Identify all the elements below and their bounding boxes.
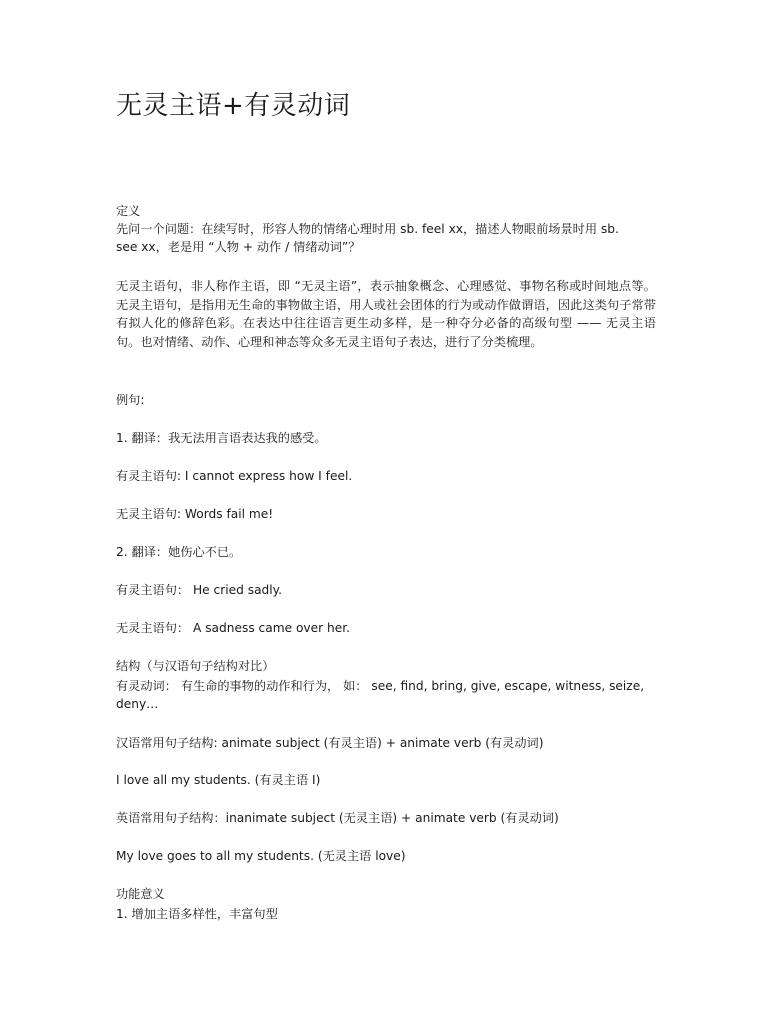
structure-heading: 结构（与汉语句子结构对比） — [116, 659, 275, 673]
example-2-animate-sentence: 有灵主语句： He cried sadly. — [116, 583, 283, 597]
english-example: My love goes to all my students. (无灵主语 love) — [116, 849, 406, 863]
examples-heading: 例句: — [116, 393, 145, 407]
example-1-inanimate-sentence: 无灵主语句: Words fail me! — [116, 507, 274, 521]
structure-verbs-line-2: deny… — [116, 697, 159, 711]
function-heading: 功能意义 — [116, 887, 165, 901]
page-title: 无灵主语+有灵动词 — [116, 91, 351, 121]
definition-question-line-1: 先问一个问题：在续写时，形容人物的情绪心理时用 sb. feel xx，描述人物眼前场景时用 sb. — [116, 222, 619, 236]
function-item-1: 1. 增加主语多样性，丰富句型 — [116, 907, 278, 921]
definition-question-line-2: see xx，老是用 “人物 + 动作 / 情绪动词”？ — [116, 240, 361, 254]
example-2-inanimate-sentence: 无灵主语句： A sadness came over her. — [116, 621, 351, 635]
example-2-prompt: 2. 翻译：她伤心不已。 — [116, 545, 242, 559]
definition-heading: 定义 — [116, 204, 141, 218]
english-structure: 英语常用句子结构：inanimate subject (无灵主语) + animate verb (有灵动词) — [116, 811, 559, 825]
example-1-prompt: 1. 翻译：我无法用言语表达我的感受。 — [116, 431, 327, 445]
example-1-animate-sentence: 有灵主语句: I cannot express how I feel. — [116, 469, 353, 483]
chinese-structure: 汉语常用句子结构: animate subject (有灵主语) + animate verb (有灵动词) — [116, 736, 544, 750]
structure-verbs-line-1: 有灵动词： 有生命的事物的动作和行为， 如： see, find, bring, give, escape, witness, seize, — [116, 679, 645, 693]
definition-paragraph: 无灵主语句，非人称作主语，即 “无灵主语”，表示抽象概念、心理感觉、事物名称或时间地点等。无灵主语句，是指用无生命的事物做主语，用人或社会团体的行为或动作做谓语，因此这类句子常带有拟人化的修辞色彩。在表达中往往语言更生动多样，是一种夺分必备的高级句型 —— 无灵主语句。也对情绪、动作、心理和神态等众多无灵主语句子表达，进行了分类梳理。 — [116, 279, 656, 349]
chinese-example: I love all my students. (有灵主语 I) — [116, 773, 321, 787]
